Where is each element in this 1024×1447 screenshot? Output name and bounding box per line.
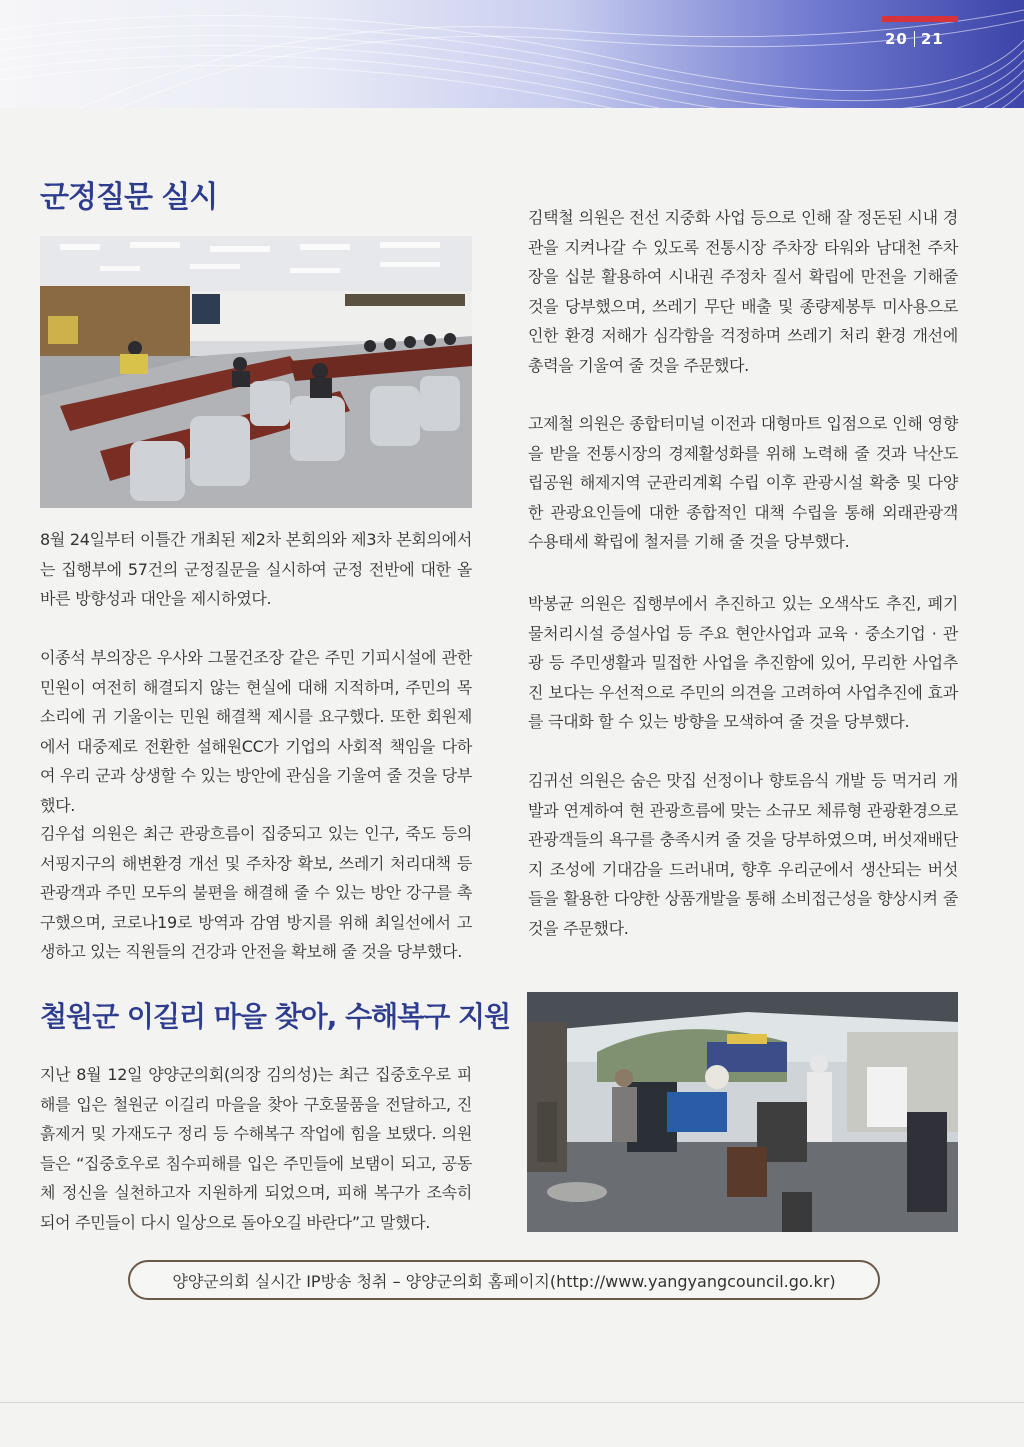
page-numbers (885, 30, 960, 48)
flood-relief-photo (527, 992, 958, 1232)
page-marker-bar (882, 16, 958, 22)
header-wave-lines (0, 0, 1024, 108)
homepage-link-text[interactable]: 양양군의회 실시간 IP방송 청취 – 양양군의회 홈페이지(http://www.yangyangcouncil.go.kr) (172, 1271, 836, 1291)
council-session-photo (40, 236, 472, 508)
homepage-link-banner[interactable] (128, 1260, 880, 1300)
section-title-flood-relief: 철원군 이길리 마을 찾아, 수해복구 지원 (40, 1000, 511, 1033)
lee-paragraph: 이종석 부의장은 우사와 그물건조장 같은 주민 기피시설에 관한 민원이 여전히 해결되지 않는 현실에 대해 지적하며, 주민의 목소리에 귀 기울이는 민원 해결책 제시를 요구했다. 또한 회원제에서 대중제로 전환한 설해원CC가 기업의 사회적 책임을 다하여 우리 군과 상생할 수 있는 방안에 관심을 기울여 줄 것을 당부했다. (40, 648, 472, 815)
page-number-right: 21 (920, 30, 944, 48)
section-title-questions: 군정질문 실시 (40, 180, 218, 215)
header-band (0, 0, 1024, 108)
kim-woosub-paragraph: 김우섭 의원은 최근 관광흐름이 집중되고 있는 인구, 죽도 등의 서핑지구의 해변환경 개선 및 주차장 확보, 쓰레기 처리대책 등 관광객과 주민 모두의 불편을 해결해 줄 수 있는 방안 강구를 촉구했으며, 코로나19로 방역과 감염 방지를 위해 최일선에서 고생하고 있는 직원들의 건강과 안전을 확보해 줄 것을 당부했다. (40, 824, 472, 961)
kim-gwiseon-paragraph: 김귀선 의원은 숨은 맛집 선정이나 향토음식 개발 등 먹거리 개발과 연계하여 현 관광흐름에 맞는 소규모 체류형 관광환경으로 관광객들의 욕구를 충족시켜 줄 것을 당부하였으며, 버섯재배단지 조성에 기대감을 드러내며, 향후 우리군에서 생산되는 버섯들을 활용한 다양한 상품개발을 통해 소비접근성을 향상시켜 줄 것을 주문했다. (528, 771, 958, 938)
page-number-divider (914, 31, 915, 47)
flood-relief-paragraph: 지난 8월 12일 양양군의회(의장 김의성)는 최근 집중호우로 피해를 입은 철원군 이길리 마을을 찾아 구호물품을 전달하고, 진흙제거 및 가재도구 정리 등 수해복구 작업에 힘을 보탰다. 의원들은 “집중호우로 침수피해를 입은 주민들에 보탬이 되고, 공동체 정신을 실천하고자 지원하게 되었으며, 피해 복구가 조속히 되어 주민들이 다시 일상으로 돌아오길 바란다”고 말했다. (40, 1065, 472, 1232)
go-jecheol-paragraph: 고제철 의원은 종합터미널 이전과 대형마트 입점으로 인해 영향을 받을 전통시장의 경제활성화를 위해 노력해 줄 것과 낙산도립공원 해제지역 군관리계획 수립 이후 관광시설 확충 및 다양한 관광요인들에 대한 종합적인 대책 수립을 통해 외래관광객 수용태세 확립에 철저를 기해 줄 것을 당부했다. (528, 414, 958, 551)
page-number-left: 20 (885, 30, 908, 48)
park-bonggyun-paragraph: 박봉균 의원은 집행부에서 추진하고 있는 오색삭도 추진, 폐기물처리시설 증설사업 등 주요 현안사업과 교육 · 중소기업 · 관광 등 주민생활과 밀접한 사업을 추진함에 있어, 무리한 사업추진 보다는 우선적으로 주민의 의견을 고려하여 사업추진에 효과를 극대화 할 수 있는 방향을 모색하여 줄 것을 당부했다. (528, 594, 958, 731)
kim-taekcheol-paragraph: 김택철 의원은 전선 지중화 사업 등으로 인해 잘 정돈된 시내 경관을 지켜나갈 수 있도록 전통시장 주차장 타워와 남대천 주차장을 십분 활용하여 시내권 주정차 질서 확립에 만전을 기해줄 것을 당부했으며, 쓰레기 무단 배출 및 종량제봉투 미사용으로 인한 환경 저해가 심각함을 걱정하며 쓰레기 처리 환경 개선에 총력을 기울여 줄 것을 주문했다. (528, 208, 958, 375)
bottom-divider (0, 1402, 1024, 1403)
intro-paragraph: 8월 24일부터 이틀간 개최된 제2차 본회의와 제3차 본회의에서는 집행부에 57건의 군정질문을 실시하여 군정 전반에 대한 올바른 방향성과 대안을 제시하였다. (40, 530, 472, 608)
